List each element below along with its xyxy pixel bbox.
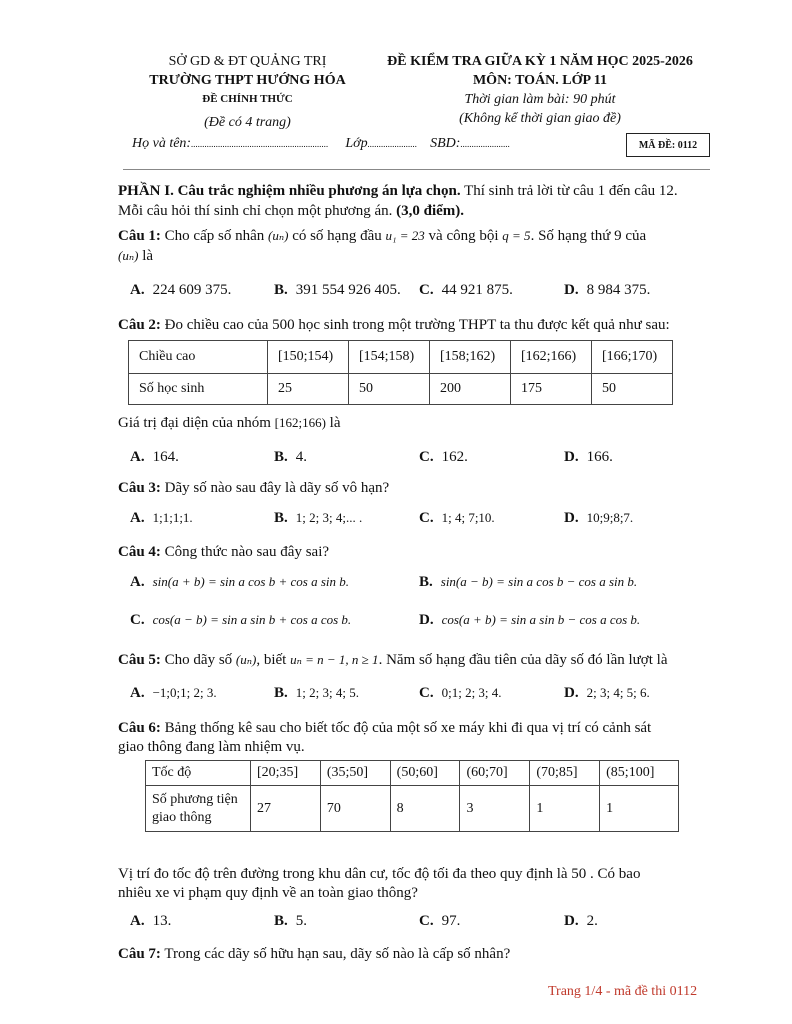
option-letter: B. xyxy=(274,282,288,298)
table-cell: (85;100] xyxy=(600,761,679,786)
part1-title: PHẦN I. Câu trắc nghiệm nhiều phương án lựa chọn. xyxy=(118,183,461,199)
q5-option-a[interactable] xyxy=(130,685,217,702)
option-text: 2. xyxy=(586,913,598,929)
q4-stem xyxy=(118,542,714,562)
q1-option-c[interactable] xyxy=(419,282,513,299)
class-label: Lớp xyxy=(345,136,368,151)
header-divider xyxy=(123,169,710,170)
q1-text: . Số hạng thứ 9 của xyxy=(530,228,647,244)
option-text: 1; 4; 7;10. xyxy=(441,510,495,525)
q7-stem xyxy=(118,944,714,964)
q5-seq: (uₙ) xyxy=(235,652,257,667)
option-letter: A. xyxy=(130,282,145,298)
option-letter: C. xyxy=(419,282,434,298)
table-cell: (70;85] xyxy=(530,761,600,786)
option-text: sin(a − b) = sin a cos b − cos a sin b. xyxy=(440,574,638,589)
table-row xyxy=(129,374,673,405)
table-cell: [162;166) xyxy=(511,341,592,374)
q2-option-d[interactable] xyxy=(564,449,613,466)
option-letter: B. xyxy=(274,449,288,465)
table-cell: [166;170) xyxy=(592,341,673,374)
option-letter: D. xyxy=(564,685,579,701)
q3-text: Dãy số nào sau đây là dãy số vô hạn? xyxy=(160,480,390,496)
option-letter: D. xyxy=(564,449,579,465)
q5-option-b[interactable] xyxy=(274,685,359,702)
q4-option-c[interactable] xyxy=(130,612,351,629)
q3-stem xyxy=(118,478,714,498)
option-letter: C. xyxy=(419,510,434,526)
q6-text: giao thông đang làm nhiệm vụ. xyxy=(118,739,305,755)
student-info-row: Họ và tên:............................................................. Lớp...................... SBD:...................... xyxy=(132,136,510,151)
option-letter: A. xyxy=(130,574,145,590)
q2-followup-text: Giá trị đại diện của nhóm xyxy=(118,415,275,431)
school-name: TRƯỜNG THPT HƯỚNG HÓA xyxy=(149,73,346,88)
table-cell: (35;50] xyxy=(320,761,390,786)
page-footer: Trang 1/4 - mã đề thi 0112 xyxy=(548,984,698,999)
table-header-cell: Chiều cao xyxy=(129,341,268,374)
q1-u1: u₁ = 23 xyxy=(385,228,425,243)
q1-seq-2: (uₙ) xyxy=(118,248,139,263)
q2-table xyxy=(128,340,673,405)
q2-stem xyxy=(118,315,714,335)
header-right xyxy=(370,52,710,128)
exam-duration-note: (Không kể thời gian giao đề) xyxy=(459,111,621,126)
q2-label: Câu 2: xyxy=(118,317,161,333)
q5-label: Câu 5: xyxy=(118,652,161,668)
q2-followup-text: là xyxy=(325,415,341,431)
sbd-label: SBD: xyxy=(430,136,461,151)
q4-option-b[interactable] xyxy=(419,574,637,591)
q1-ratio: q = 5 xyxy=(502,228,531,243)
q1-text: và công bội xyxy=(424,228,503,244)
option-text: cos(a − b) = sin a sin b + cos a cos b. xyxy=(152,612,352,627)
option-text: sin(a + b) = sin a cos b + cos a sin b. xyxy=(152,574,349,589)
q3-option-b[interactable] xyxy=(274,510,362,527)
option-letter: B. xyxy=(274,685,288,701)
option-text: 166. xyxy=(586,449,613,465)
part1-points: (3,0 điểm). xyxy=(392,203,465,219)
q6-followup-2 xyxy=(118,883,714,903)
table-cell: 3 xyxy=(460,786,530,832)
q1-text: là xyxy=(138,248,154,264)
option-letter: C. xyxy=(130,612,145,628)
table-header-cell xyxy=(146,786,251,832)
table-cell: [154;158) xyxy=(349,341,430,374)
option-text: 5. xyxy=(295,913,308,929)
q5-stem xyxy=(118,650,714,670)
q6-followup-text: Vị trí đo tốc độ trên đường trong khu dân cư, tốc độ tối đa theo quy định là 50 . Có bao xyxy=(118,866,641,882)
option-letter: D. xyxy=(564,913,579,929)
q2-option-c[interactable] xyxy=(419,449,468,466)
part1-heading xyxy=(118,181,714,201)
q4-label: Câu 4: xyxy=(118,544,161,560)
q1-seq: (uₙ) xyxy=(268,228,289,243)
option-text: 224 609 375. xyxy=(152,282,232,298)
q6-followup xyxy=(118,864,714,884)
option-text: 162. xyxy=(441,449,468,465)
q5-option-d[interactable] xyxy=(564,685,650,702)
table-cell: 8 xyxy=(390,786,460,832)
table-header-line: giao thông xyxy=(152,809,212,825)
option-letter: A. xyxy=(130,510,145,526)
option-text: 164. xyxy=(152,449,179,465)
q5-text: . Năm số hạng đầu tiên của dãy số đó lần lượt là xyxy=(378,652,668,668)
exam-title: ĐỀ KIỂM TRA GIỮA KỲ 1 NĂM HỌC 2025-2026 xyxy=(387,54,693,69)
option-letter: B. xyxy=(419,574,433,590)
option-text: 1; 2; 3; 4; 5. xyxy=(295,685,359,700)
q3-option-a[interactable] xyxy=(130,510,193,527)
table-cell: [150;154) xyxy=(268,341,349,374)
option-letter: C. xyxy=(419,913,434,929)
q2-option-a[interactable] xyxy=(130,449,179,466)
q1-stem-2 xyxy=(118,246,714,266)
option-text: 8 984 375. xyxy=(586,282,651,298)
exam-code-box: MÃ ĐỀ: 0112 xyxy=(626,133,710,157)
option-text: 13. xyxy=(152,913,172,929)
option-letter: A. xyxy=(130,449,145,465)
option-text: 391 554 926 405. xyxy=(295,282,401,298)
q1-option-b[interactable] xyxy=(274,282,401,299)
q3-option-c[interactable] xyxy=(419,510,495,527)
q2-text: Đo chiều cao của 500 học sinh trong một trường THPT ta thu được kết quả như sau: xyxy=(160,317,670,333)
q6-option-c[interactable] xyxy=(419,913,460,930)
q2-followup xyxy=(118,413,714,433)
q5-text: Cho dãy số xyxy=(160,652,236,668)
option-text: 44 921 875. xyxy=(441,282,513,298)
table-cell: [158;162) xyxy=(430,341,511,374)
option-text: −1;0;1; 2; 3. xyxy=(152,685,217,700)
q3-option-d[interactable] xyxy=(564,510,633,527)
q4-option-a[interactable] xyxy=(130,574,349,591)
official-label: ĐỀ CHÍNH THỨC xyxy=(202,93,293,105)
q1-text: có số hạng đầu xyxy=(288,228,386,244)
q5-option-c[interactable] xyxy=(419,685,502,702)
table-cell: 70 xyxy=(320,786,390,832)
table-row xyxy=(146,786,679,832)
part1-instruction-2: Mỗi câu hỏi thí sinh chỉ chọn một phương án. xyxy=(118,203,393,219)
dept-name: SỞ GD & ĐT QUẢNG TRỊ xyxy=(168,54,327,69)
table-cell: 1 xyxy=(530,786,600,832)
exam-duration: Thời gian làm bài: 90 phút xyxy=(464,92,616,107)
option-text: 1;1;1;1. xyxy=(152,510,193,525)
table-cell: 1 xyxy=(600,786,679,832)
table-cell: (60;70] xyxy=(460,761,530,786)
q6-option-d[interactable] xyxy=(564,913,598,930)
q6-option-b[interactable] xyxy=(274,913,307,930)
q7-label: Câu 7: xyxy=(118,946,161,962)
exam-subject: MÔN: TOÁN. LỚP 11 xyxy=(472,73,608,88)
table-header-cell: Tốc độ xyxy=(146,761,251,786)
option-letter: B. xyxy=(274,913,288,929)
q5-formula: uₙ = n − 1, n ≥ 1 xyxy=(290,652,379,667)
table-cell: [20;35] xyxy=(251,761,321,786)
q6-label: Câu 6: xyxy=(118,720,161,736)
header-left xyxy=(120,52,375,132)
option-letter: B. xyxy=(274,510,288,526)
option-text: 10;9;8;7. xyxy=(586,510,634,525)
table-row xyxy=(129,341,673,374)
q4-option-d[interactable] xyxy=(419,612,640,629)
q6-stem-2 xyxy=(118,737,714,757)
q3-label: Câu 3: xyxy=(118,480,161,496)
table-cell: 175 xyxy=(511,374,592,405)
part1-heading-2 xyxy=(118,201,714,221)
page-count: (Đề có 4 trang) xyxy=(204,115,291,130)
table-cell: 200 xyxy=(430,374,511,405)
table-cell: 50 xyxy=(592,374,673,405)
q6-text: Bảng thống kê sau cho biết tốc độ của một số xe máy khi đi qua vị trí có cảnh sát xyxy=(160,720,652,736)
q2-option-b[interactable] xyxy=(274,449,307,466)
option-letter: A. xyxy=(130,913,145,929)
table-row xyxy=(146,761,679,786)
option-text: 4. xyxy=(295,449,308,465)
option-text: 97. xyxy=(441,913,461,929)
option-text: 2; 3; 4; 5; 6. xyxy=(586,685,650,700)
table-cell: 27 xyxy=(251,786,321,832)
q1-option-a[interactable] xyxy=(130,282,231,299)
table-header-cell: Số học sinh xyxy=(129,374,268,405)
part1-instruction: Thí sinh trả lời từ câu 1 đến câu 12. xyxy=(460,183,678,199)
option-text: 0;1; 2; 3; 4. xyxy=(441,685,502,700)
table-cell: 50 xyxy=(349,374,430,405)
q7-text: Trong các dãy số hữu hạn sau, dãy số nào là cấp số nhân? xyxy=(160,946,511,962)
q6-option-a[interactable] xyxy=(130,913,171,930)
q1-option-d[interactable] xyxy=(564,282,650,299)
option-letter: D. xyxy=(419,612,434,628)
option-letter: D. xyxy=(564,282,579,298)
q6-followup-text: nhiêu xe vi phạm quy định về an toàn giao thông? xyxy=(118,885,418,901)
q6-table xyxy=(145,760,679,832)
q1-stem xyxy=(118,226,714,246)
option-letter: C. xyxy=(419,449,434,465)
q1-label: Câu 1: xyxy=(118,228,161,244)
name-label: Họ và tên: xyxy=(132,136,192,151)
table-cell: 25 xyxy=(268,374,349,405)
q5-text: , biết xyxy=(256,652,291,668)
option-letter: C. xyxy=(419,685,434,701)
q2-interval: [162;166) xyxy=(274,415,326,430)
table-cell: (50;60] xyxy=(390,761,460,786)
option-text: 1; 2; 3; 4;... . xyxy=(295,510,363,525)
q1-text: Cho cấp số nhân xyxy=(160,228,268,244)
option-letter: A. xyxy=(130,685,145,701)
q6-stem xyxy=(118,718,714,738)
option-text: cos(a + b) = sin a sin b − cos a cos b. xyxy=(441,612,641,627)
q4-text: Công thức nào sau đây sai? xyxy=(160,544,330,560)
table-header-line: Số phương tiện xyxy=(152,791,238,807)
option-letter: D. xyxy=(564,510,579,526)
